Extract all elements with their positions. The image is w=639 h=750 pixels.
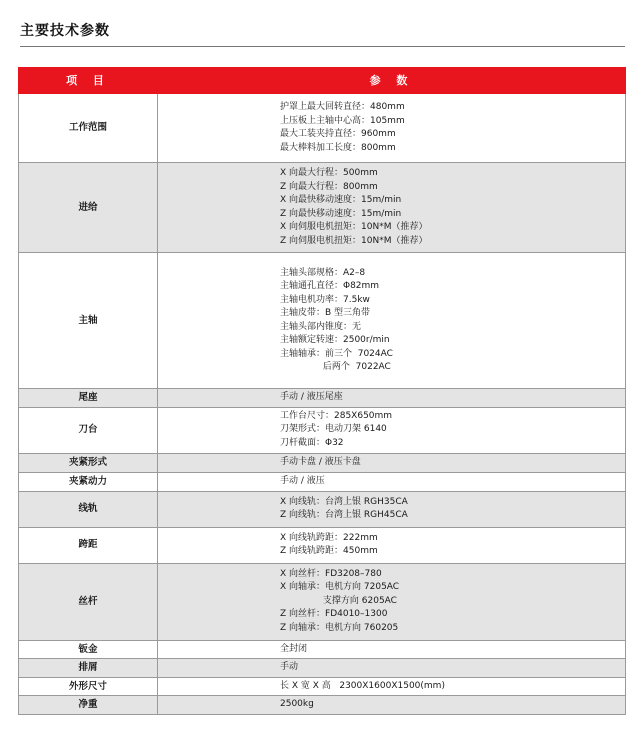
spec-item-value: [158, 407, 626, 453]
spec-value-line: Z 向线轨：台湾上银 RGH45CA: [280, 510, 408, 520]
spec-value-line: 主轴通孔直径：Φ82mm: [280, 281, 380, 291]
spec-table: [18, 67, 626, 715]
spec-item-name: 刀台: [19, 407, 158, 453]
header-param: 参 数: [158, 68, 626, 94]
spec-item-value: [158, 659, 626, 678]
spec-item-name: 丝杆: [19, 563, 158, 640]
spec-item-value: [158, 677, 626, 696]
spec-item-name: 钣金: [19, 640, 158, 659]
spec-value-line: 刀杆截面：Φ32: [280, 437, 344, 448]
spec-row: [19, 696, 626, 715]
spec-item-name: 外形尺寸: [19, 677, 158, 696]
spec-value-line: 主轴皮带：B 型三角带: [280, 308, 371, 318]
spec-item-value: [158, 163, 626, 253]
spec-item-value: [158, 472, 626, 491]
spec-table-body: [19, 94, 626, 715]
spec-value-line: 最大棒料加工长度：800mm: [280, 142, 396, 153]
spec-value-line: 最大工装夹持直径：960mm: [280, 129, 396, 139]
spec-item-value: [158, 453, 626, 472]
spec-item-name: 夹紧动力: [19, 472, 158, 491]
spec-item-name: 工作范围: [19, 94, 158, 163]
spec-value-line: 工作台尺寸：285X650mm: [280, 410, 393, 421]
table-header-row: [19, 68, 626, 94]
spec-value-line: 主轴头部规格：A2–8: [280, 267, 366, 278]
section-title: 主要技术参数: [20, 23, 110, 39]
spec-value-line: X 向丝杆：FD3208–780: [280, 568, 382, 579]
spec-item-value: [158, 389, 626, 408]
spec-row: [19, 253, 626, 389]
spec-row: [19, 163, 626, 253]
spec-item-name: 排屑: [19, 659, 158, 678]
spec-item-value: [158, 696, 626, 715]
spec-row: [19, 677, 626, 696]
spec-value-line: 手动 / 液压: [280, 475, 325, 486]
spec-row: [19, 389, 626, 408]
spec-value-line: 长 X 宽 X 高 2300X1600X1500(mm): [280, 680, 445, 691]
spec-row: [19, 453, 626, 472]
spec-item-name: 线轨: [19, 491, 158, 527]
spec-item-value: [158, 491, 626, 527]
spec-item-value: [158, 94, 626, 163]
spec-value-line: 手动: [280, 662, 299, 672]
spec-value-line: X 向线轨：台湾上银 RGH35CA: [280, 496, 408, 507]
spec-item-value: [158, 640, 626, 659]
spec-value-line: 全封闭: [280, 643, 308, 654]
spec-value-line: 主轴头部内锥度：无: [280, 321, 362, 332]
spec-value-line: X 向伺服电机扭矩：10N*M（推荐）: [280, 222, 428, 232]
spec-value-line: 刀架形式：电动刀架 6140: [280, 424, 387, 435]
spec-value-line: 主轴电机功率：7.5kw: [280, 294, 370, 305]
spec-value-line: Z 向最大行程：800mm: [280, 181, 378, 192]
spec-value-line: Z 向伺服电机扭矩：10N*M（推荐）: [280, 235, 428, 246]
spec-row: [19, 491, 626, 527]
spec-value-line: Z 向轴承：电机方向 760205: [280, 622, 399, 633]
spec-row: [19, 407, 626, 453]
spec-value-line: Z 向线轨跨距：450mm: [280, 546, 378, 556]
spec-item-name: 夹紧形式: [19, 453, 158, 472]
spec-value-line: 主轴轴承：前三个 7024AC: [280, 348, 393, 359]
spec-row: [19, 640, 626, 659]
spec-item-name: 净重: [19, 696, 158, 715]
spec-row: [19, 472, 626, 491]
spec-value-line: 护罩上最大回转直径：480mm: [280, 102, 405, 112]
spec-value-line: X 向线轨跨距：222mm: [280, 532, 378, 543]
header-item: 项 目: [19, 68, 158, 94]
spec-item-value: [158, 527, 626, 563]
spec-value-line: 支撑方向 6205AC: [280, 595, 397, 606]
spec-value-line: 上压板上主轴中心高：105mm: [280, 115, 405, 126]
spec-value-line: 主轴额定转速：2500r/min: [280, 335, 390, 345]
spec-item-value: [158, 253, 626, 389]
spec-row: [19, 659, 626, 678]
spec-row: [19, 94, 626, 163]
spec-item-name: 跨距: [19, 527, 158, 563]
spec-row: [19, 527, 626, 563]
spec-row: [19, 563, 626, 640]
spec-item-name: 进给: [19, 163, 158, 253]
spec-value-line: Z 向最快移动速度：15m/min: [280, 208, 402, 219]
spec-value-line: 2500kg: [280, 699, 314, 709]
spec-value-line: 后两个 7022AC: [280, 362, 391, 372]
spec-value-line: 手动 / 液压尾座: [280, 392, 343, 402]
spec-value-line: X 向最大行程：500mm: [280, 168, 378, 178]
spec-item-name: 主轴: [19, 253, 158, 389]
title-divider: [20, 46, 625, 47]
spec-value-line: Z 向丝杆：FD4010–1300: [280, 609, 388, 620]
spec-item-value: [158, 563, 626, 640]
spec-value-line: X 向最快移动速度：15m/min: [280, 195, 402, 205]
spec-item-name: 尾座: [19, 389, 158, 408]
spec-value-line: X 向轴承：电机方向 7205AC: [280, 582, 400, 593]
spec-value-line: 手动卡盘 / 液压卡盘: [280, 456, 361, 467]
